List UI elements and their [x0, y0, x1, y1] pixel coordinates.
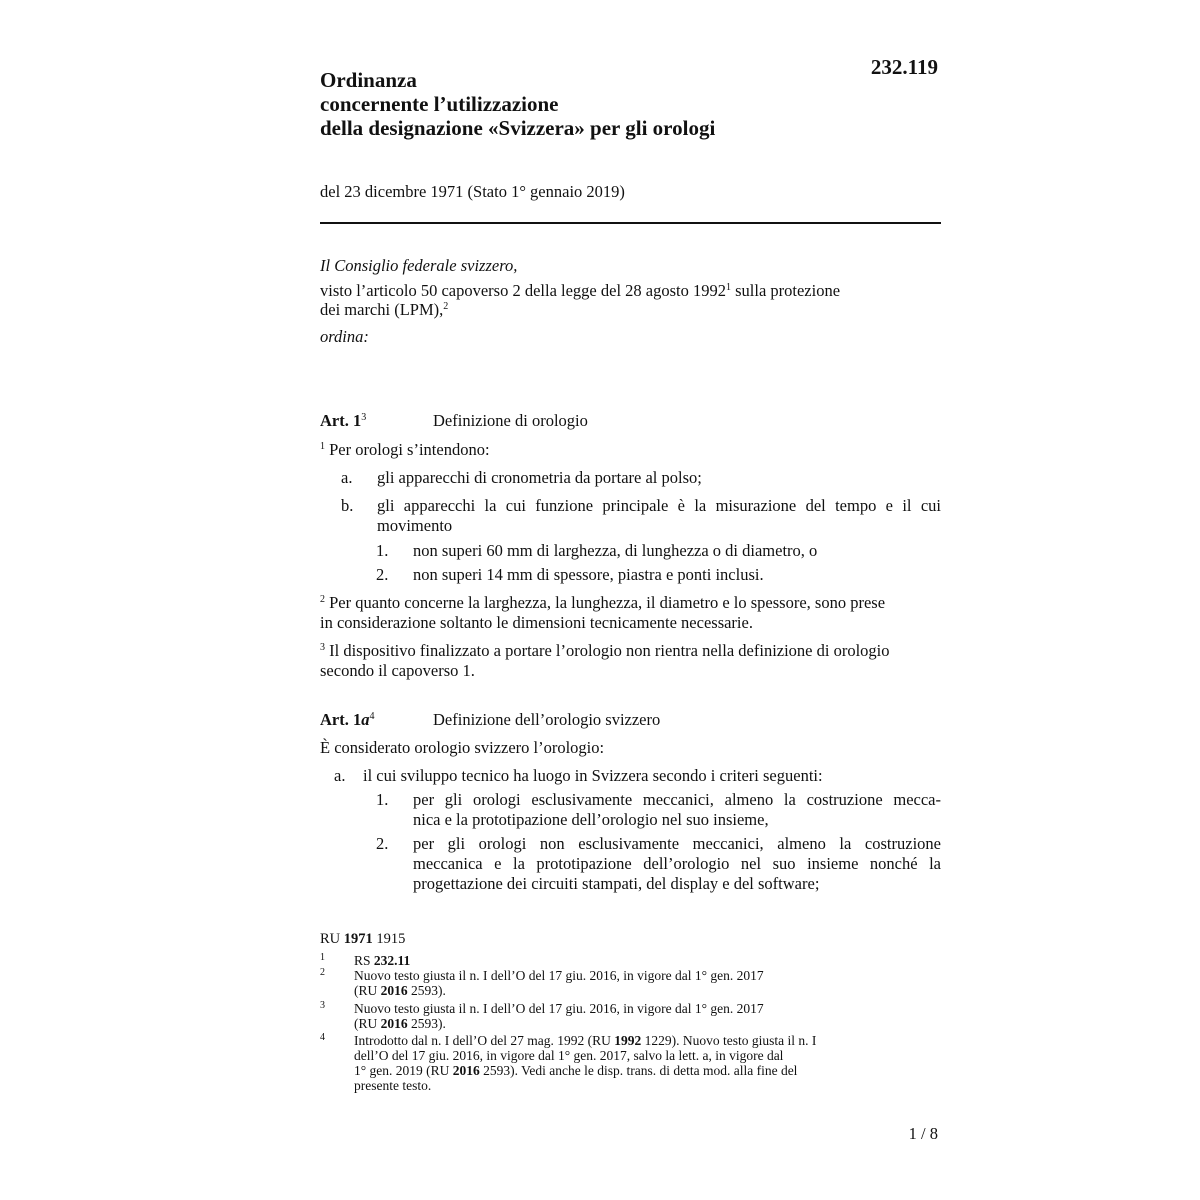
- fn4-l3a: 1° gen. 2019 (RU: [354, 1063, 453, 1078]
- footnote-text: [354, 968, 914, 998]
- preamble-visto-line2: [320, 300, 448, 320]
- fn4-l3b: 2016: [452, 1063, 480, 1078]
- preamble-visto-line2-text: dei marchi (LPM),: [320, 300, 444, 319]
- art1-number: Art. 1: [320, 411, 362, 430]
- ru-prefix: RU: [320, 931, 344, 947]
- subitem-label: 2.: [376, 834, 389, 853]
- para-number-3: 3: [320, 642, 325, 653]
- item-text: gli apparecchi la cui funzione principale è la misurazione del tempo e il cui: [377, 496, 941, 515]
- preamble-ordina: ordina:: [320, 327, 369, 346]
- footnote-text: [354, 1033, 914, 1093]
- subitem-text-2: meccanica e la prototipazione dell’orologio nel suo insieme nonché la: [413, 854, 941, 873]
- fn2-l2c: 2593).: [407, 983, 446, 998]
- fn4-line2: dell’O del 17 giu. 2016, in vigore dal 1° gen. 2017, salvo la lett. a, in vigore dal: [354, 1048, 784, 1063]
- art1-para2-line1: Per quanto concerne la larghezza, la lunghezza, il diametro e lo spessore, sono prese: [329, 593, 886, 612]
- date-line: del 23 dicembre 1971 (Stato 1° gennaio 2019): [320, 182, 625, 201]
- art1-para1: [320, 440, 490, 460]
- fn2-l2b: 2016: [380, 983, 408, 998]
- fn3-line2: [354, 1016, 914, 1031]
- ru-year: 1971: [343, 931, 373, 947]
- fn4-l1b: 1992: [614, 1033, 642, 1048]
- header-rule: [320, 222, 941, 224]
- art1a-subitem-1: [376, 790, 941, 830]
- preamble-visto-text: visto l’articolo 50 capoverso 2 della legge del 28 agosto 1992: [320, 281, 726, 300]
- preamble-visto: [320, 281, 840, 301]
- fn2-line1: Nuovo testo giusta il n. I dell’O del 17 giu. 2016, in vigore dal 1° gen. 2017: [354, 968, 764, 983]
- art1-para2-line2: in considerazione soltanto le dimensioni tecnicamente necessarie.: [320, 613, 753, 632]
- subitem-label: 2.: [376, 565, 389, 584]
- footnote-3: [320, 1001, 920, 1031]
- fn3-line1: Nuovo testo giusta il n. I dell’O del 17 giu. 2016, in vigore dal 1° gen. 2017: [354, 1001, 764, 1016]
- ru-reference: [320, 931, 405, 948]
- title-line-1: Ordinanza: [320, 68, 417, 92]
- fn4-l1c: 1229). Nuovo testo giusta il n. I: [641, 1033, 817, 1048]
- art1-para2: [320, 593, 941, 633]
- fn1-text: RS: [354, 953, 374, 968]
- item-text: il cui sviluppo tecnico ha luogo in Svizzera secondo i criteri seguenti:: [363, 766, 823, 785]
- ru-page: 1915: [372, 931, 406, 947]
- art1a-number-suffix: a: [361, 710, 370, 729]
- item-label: a.: [341, 468, 353, 487]
- subitem-text: per gli orologi non esclusivamente meccanici, almeno la costruzione: [413, 834, 941, 853]
- art1-heading: [320, 411, 588, 431]
- art1-para1-text: Per orologi s’intendono:: [329, 440, 490, 459]
- art1a-heading: [320, 710, 661, 730]
- footnote-1: [320, 953, 920, 968]
- title-line-2: concernente l’utilizzazione: [320, 92, 559, 116]
- preamble-authority: Il Consiglio federale svizzero,: [320, 256, 518, 275]
- fn4-line4: presente testo.: [354, 1078, 432, 1093]
- para-number-1: 1: [320, 441, 325, 452]
- art1a-item-a: [334, 766, 941, 786]
- subitem-text: non superi 14 mm di spessore, piastra e ponti inclusi.: [413, 565, 764, 584]
- art1-para3: [320, 641, 941, 681]
- footnote-ref-2[interactable]: 2: [443, 301, 449, 312]
- footnote-ref-1[interactable]: 1: [725, 282, 731, 293]
- item-label: a.: [334, 766, 346, 785]
- art1-subitem-1: [376, 541, 941, 561]
- fn3-l2b: 2016: [380, 1016, 408, 1031]
- art1-subitem-2: [376, 565, 941, 585]
- footnote-text: [354, 953, 914, 968]
- footnote-number: 2: [320, 967, 325, 978]
- subitem-text-2: nica e la prototipazione dell’orologio nel suo insieme,: [413, 810, 769, 829]
- fn3-l2c: 2593).: [407, 1016, 446, 1031]
- footnote-number: 1: [320, 952, 325, 963]
- fn4-line1: [354, 1033, 914, 1048]
- fn4-l3c: 2593). Vedi anche le disp. trans. di detta mod. alla fine del: [479, 1063, 798, 1078]
- subitem-label: 1.: [376, 541, 389, 560]
- item-label: b.: [341, 496, 354, 515]
- sr-number: 232.119: [870, 55, 938, 79]
- art1a-title: Definizione dell’orologio svizzero: [433, 710, 661, 729]
- footnote-ref-3[interactable]: 3: [361, 412, 367, 423]
- subitem-text: non superi 60 mm di larghezza, di lunghezza o di diametro, o: [413, 541, 818, 560]
- fn3-l2a: (RU: [354, 1016, 381, 1031]
- item-text-2: movimento: [377, 516, 453, 535]
- art1-title: Definizione di orologio: [433, 411, 588, 430]
- title-line-3: della designazione «Svizzera» per gli orologi: [320, 116, 716, 140]
- fn2-l2a: (RU: [354, 983, 381, 998]
- document-title: [320, 68, 920, 140]
- footnote-2: [320, 968, 920, 998]
- art1a-subitem-2: [376, 834, 941, 894]
- fn2-line2: [354, 983, 914, 998]
- art1-para3-line1: Il dispositivo finalizzato a portare l’orologio non rientra nella definizione di orologio: [329, 641, 890, 660]
- art1-para3-line2: secondo il capoverso 1.: [320, 661, 475, 680]
- page-number: 1 / 8: [908, 1124, 938, 1143]
- subitem-text: per gli orologi esclusivamente meccanici, almeno la costruzione mecca-: [413, 790, 941, 809]
- preamble-visto-text-2: sulla protezione: [730, 281, 841, 300]
- para-number-2: 2: [320, 594, 325, 605]
- footnote-text: [354, 1001, 914, 1031]
- item-text: gli apparecchi di cronometria da portare al polso;: [377, 468, 702, 487]
- footnote-number: 3: [320, 1000, 325, 1011]
- footnote-ref-4[interactable]: 4: [369, 711, 375, 722]
- art1a-number: Art. 1: [320, 710, 362, 729]
- subitem-text-3: progettazione dei circuiti stampati, del display e del software;: [413, 874, 820, 893]
- fn4-line3: [354, 1063, 914, 1078]
- fn1-bold: 232.11: [373, 953, 411, 968]
- fn4-l1a: Introdotto dal n. I dell’O del 27 mag. 1992 (RU: [354, 1033, 615, 1048]
- art1-item-a: [341, 468, 941, 488]
- subitem-label: 1.: [376, 790, 389, 809]
- footnote-4: [320, 1033, 920, 1095]
- art1-item-b: [341, 496, 941, 536]
- footnote-number: 4: [320, 1032, 325, 1043]
- art1a-intro: È considerato orologio svizzero l’orologio:: [320, 738, 605, 757]
